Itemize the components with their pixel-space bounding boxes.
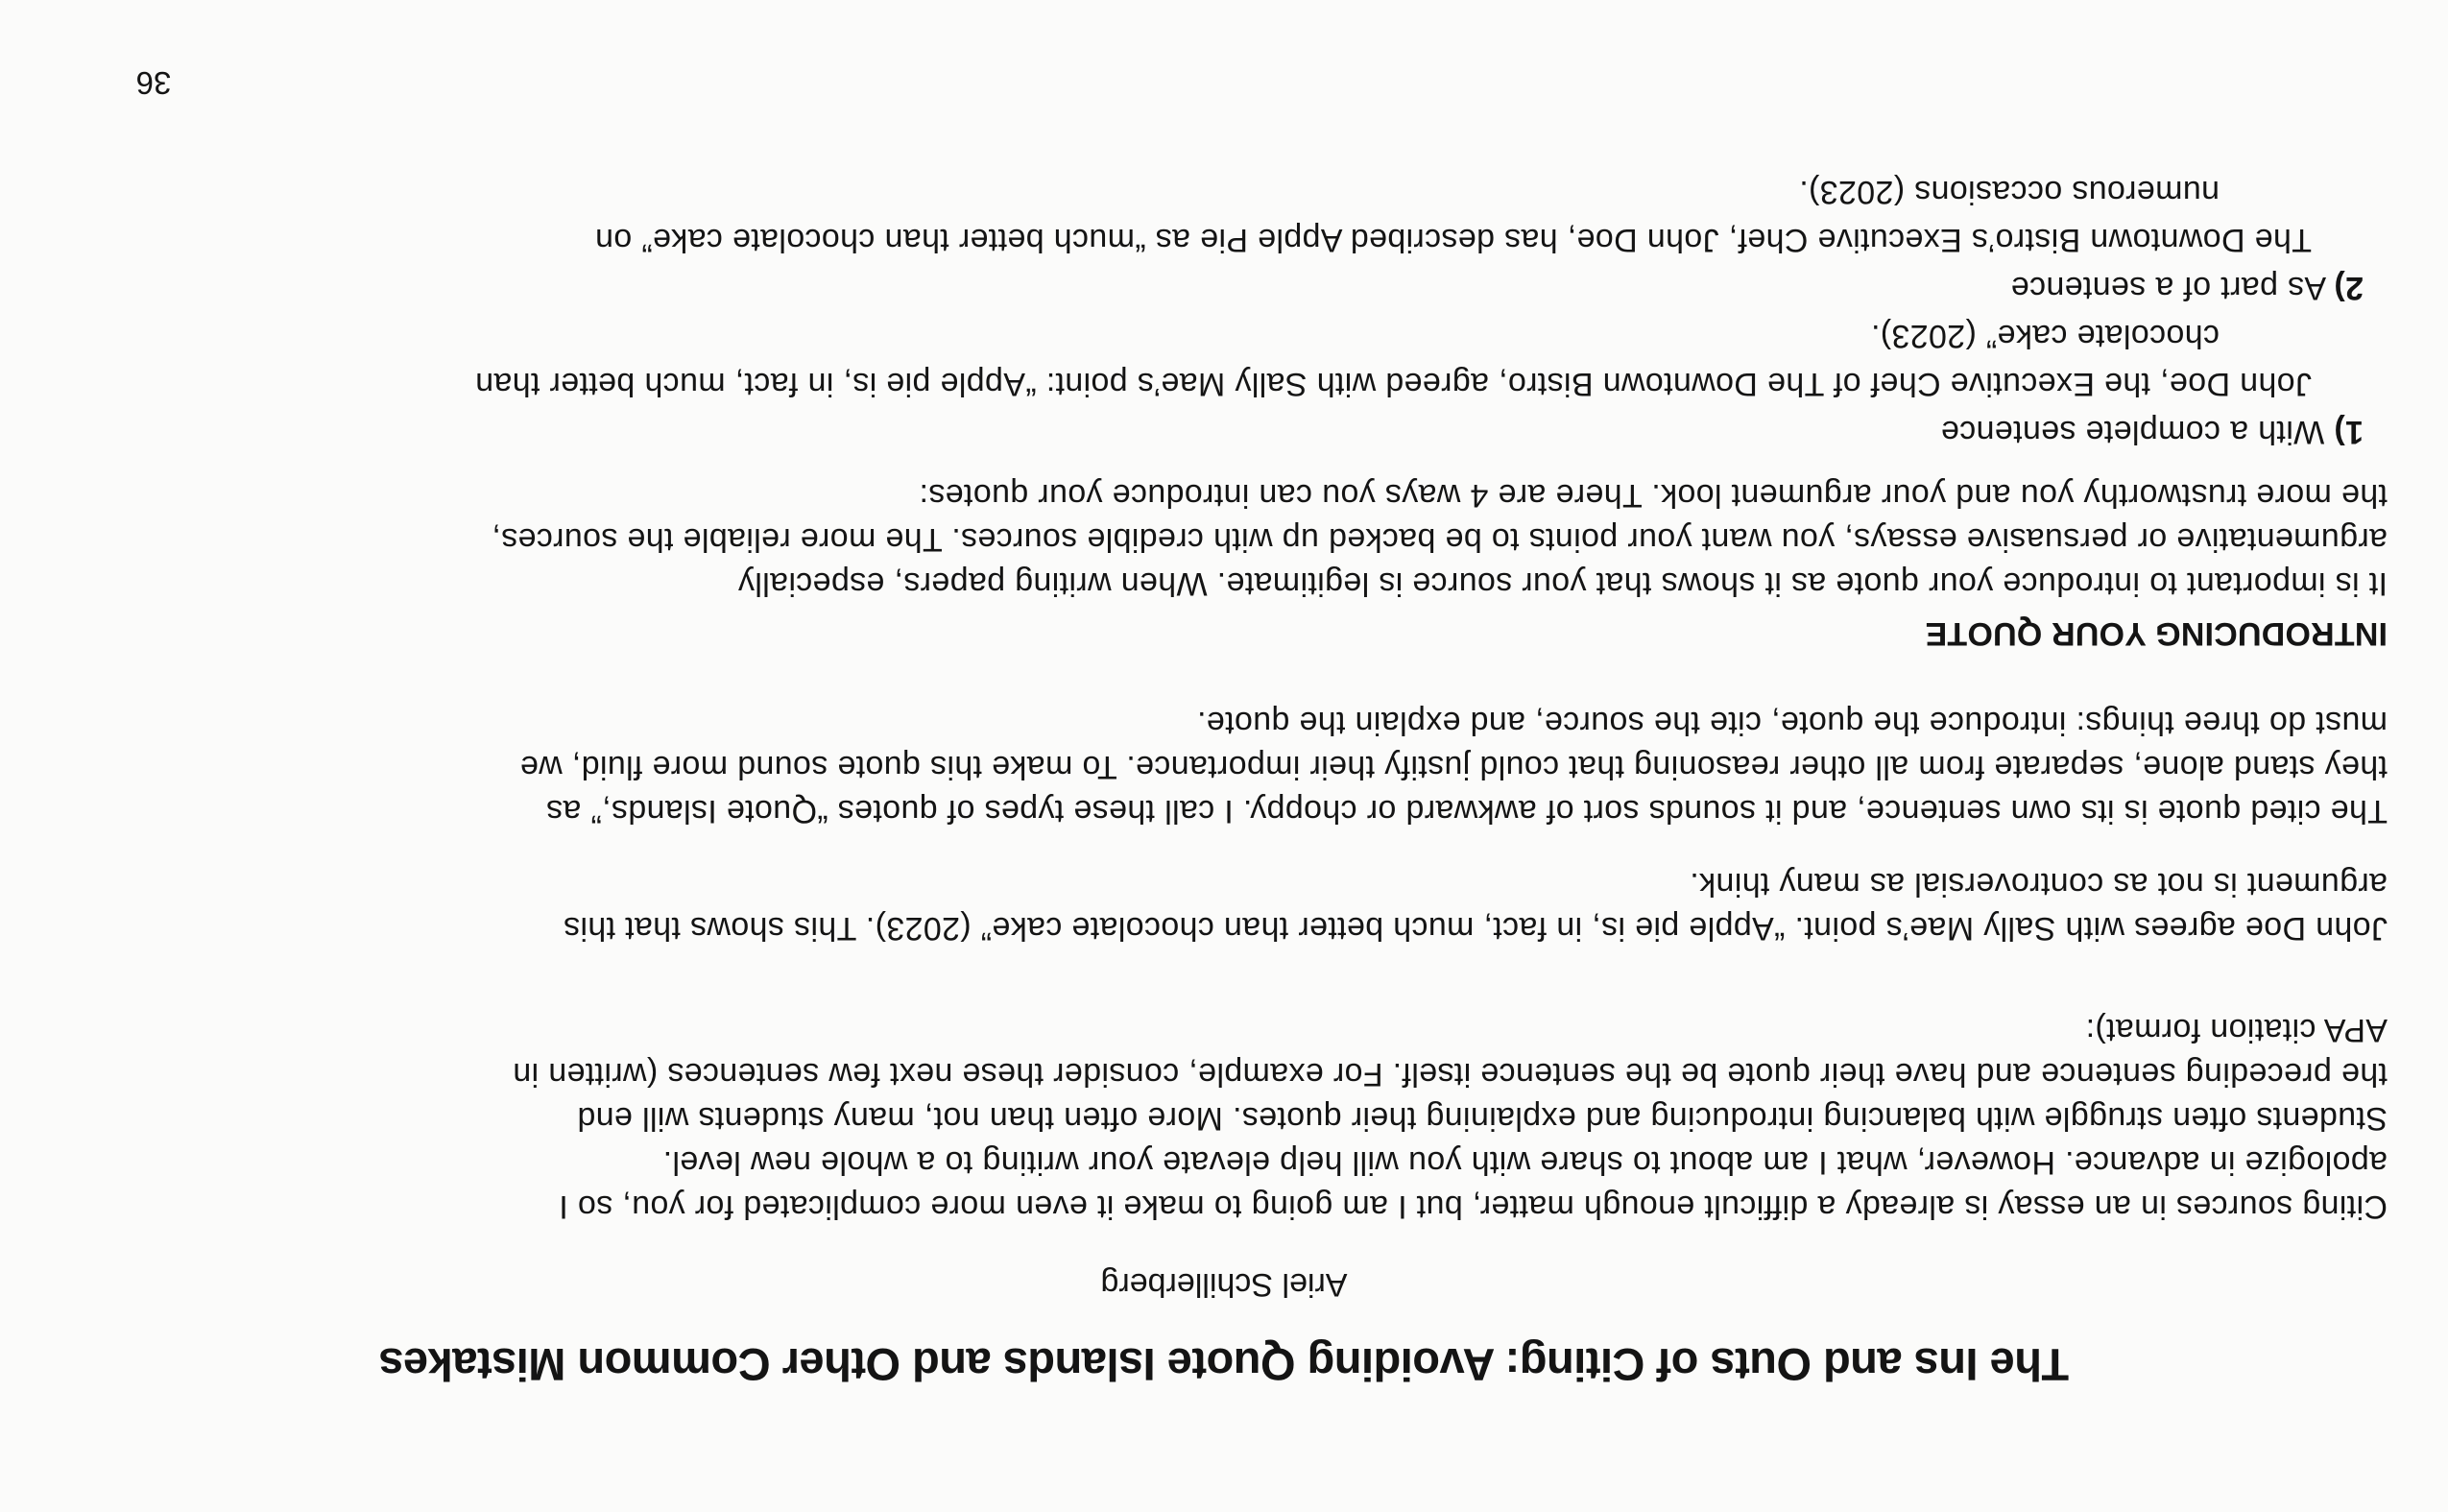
paragraph-line: the preceding sentence and have their quote be the sentence itself. For example, consider these next few sentences (written in: [512, 1056, 2388, 1092]
author-name: Ariel Schillerberg: [1100, 1266, 1348, 1303]
intro-paragraph: [19, 1008, 2388, 1229]
paragraph-line: argumentative or persuasive essays, you want your points to be backed up with credible sources. The more reliable the sources,: [492, 521, 2388, 558]
paragraph-line: apologize in advance. However, what I am about to share with you will help elevate your writing to a whole new level.: [662, 1144, 2388, 1181]
paragraph-line: argument is not as controversial as many think.: [1690, 866, 2388, 902]
section-heading: INTRODUCING YOUR QUOTE: [1925, 615, 2388, 652]
paragraph-line: The cited quote is its own sentence, and it sounds sort of awkward or choppy. I call these types of quotes “Quote Islands,” as: [545, 793, 2388, 829]
paragraph-line: the more trustworthy you and your argument look. There are 4 ways you can introduce your quotes:: [919, 477, 2388, 514]
list-item-1-label: [19, 408, 2364, 456]
quote-islands-paragraph: [19, 701, 2388, 833]
paragraph-line: John Doe agrees with Sally Mae’s point. “Apple pie is, in fact, much better than chocolate cake” (2023). This shows that this: [563, 910, 2388, 947]
list-item-1-example-line: chocolate cake” (2023).: [1870, 318, 2220, 354]
paragraph-line: Students often struggle with balancing introducing and explaining their quotes. More often than not, many students will end: [577, 1100, 2388, 1137]
paragraph-line: Citing sources in an essay is already a difficult enough matter, but I am going to make it even more complicated for you, so I: [559, 1188, 2388, 1225]
list-item-1-example-line: John Doe, the Executive Chef of The Downtown Bistro, agreed with Sally Mae’s point: “Apple pie is, in fact, much better than: [474, 366, 2312, 402]
paragraph-line: they stand alone, separate from all other reasoning that could justify their importance. To make this quote sound more fluid, we: [519, 749, 2388, 785]
page-number: 36: [135, 65, 172, 101]
list-item-label: As part of a sentence: [2010, 270, 2335, 306]
example-quote-island-paragraph: [19, 862, 2388, 950]
list-item-number: 1): [2334, 414, 2364, 450]
paragraph-line: must do three things: introduce the quote, cite the source, and explain the quote.: [1196, 705, 2388, 741]
document-title: The Ins and Outs of Citing: Avoiding Quote Islands and Other Common Mistakes: [378, 1339, 2070, 1390]
list-item-number: 2): [2334, 270, 2364, 306]
list-item-2-example-line: The Downtown Bistro’s Executive Chef, John Doe, has described Apple Pie as “much better than chocolate cake” on: [594, 222, 2312, 258]
list-item-label: With a complete sentence: [1940, 414, 2335, 450]
paragraph-line: It is important to introduce your quote as it shows that your source is legitimate. When writing papers, especially: [737, 565, 2388, 602]
paragraph-line: APA citation format):: [2085, 1012, 2388, 1048]
introduce-quote-list: [19, 168, 2388, 456]
list-item-2-label: [19, 264, 2364, 312]
section-body-paragraph: [19, 473, 2388, 606]
list-item-2-example-line: numerous occasions (2023).: [1798, 174, 2220, 210]
